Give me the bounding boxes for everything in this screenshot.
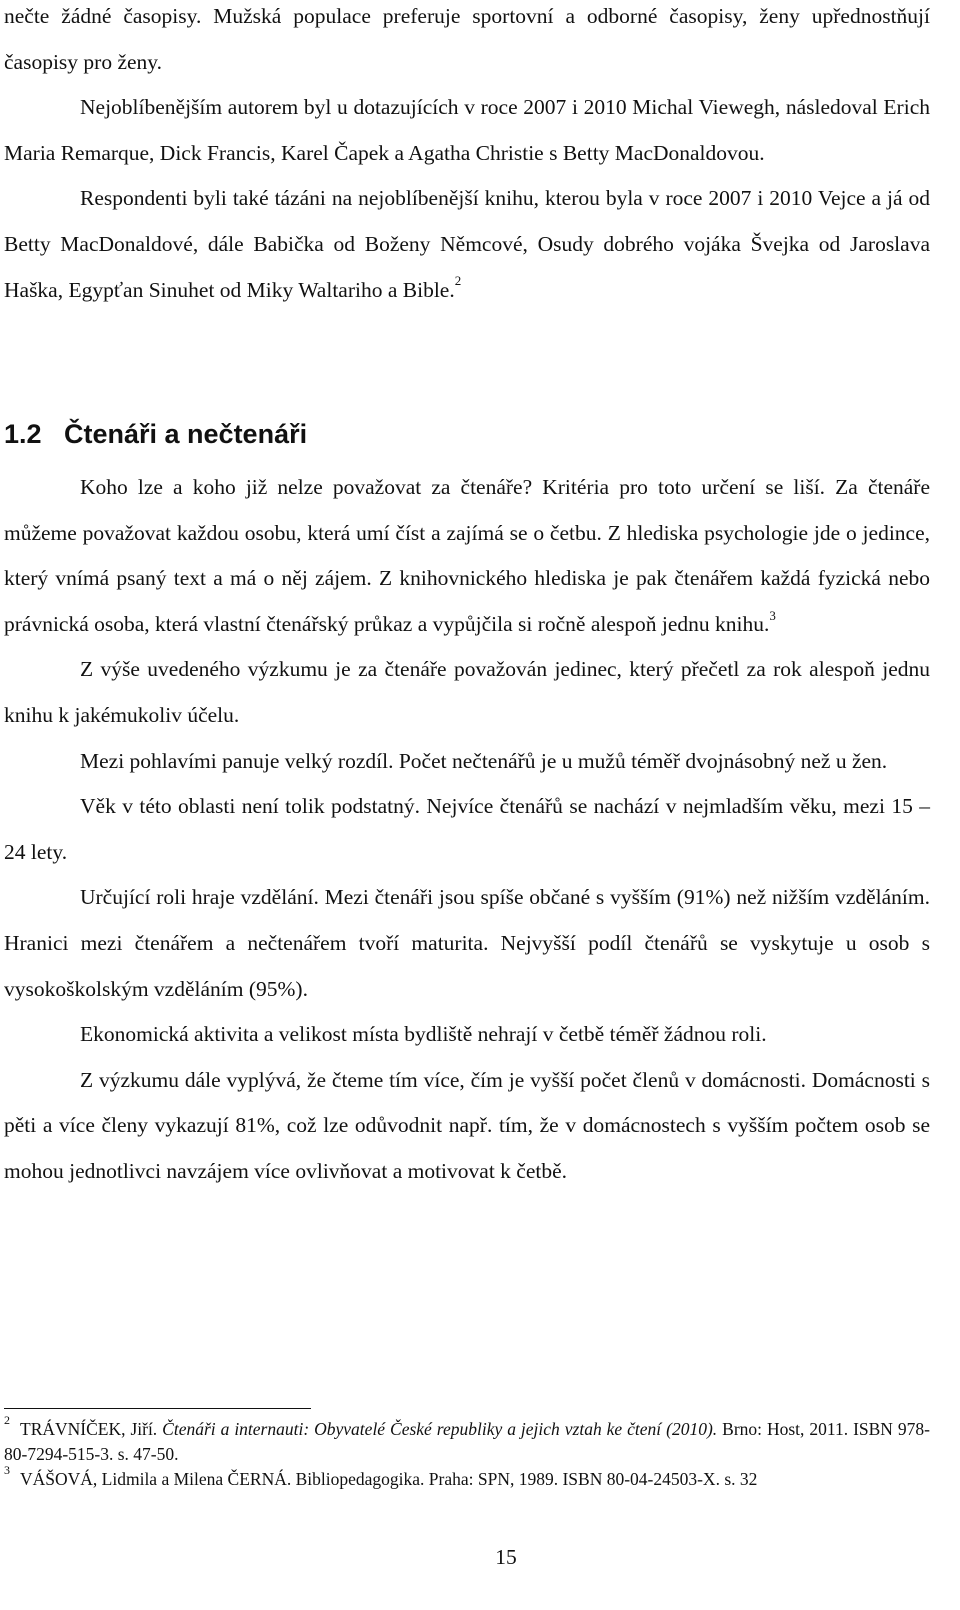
paragraph: Věk v této oblasti není tolik podstatný. Nejvíce čtenářů se nachází v nejmladším věku, mezi 15 – 24 lety. [4, 794, 930, 864]
footnotes [4, 1413, 930, 1491]
section-number: 1.2 [4, 419, 42, 449]
page-number: 15 [495, 1545, 517, 1569]
paragraph: Z výzkumu dále vyplývá, že čteme tím více, čím je vyšší počet členů v domácnosti. Domácnosti s pěti a více členy vykazují 81%, což lze odůvodnit např. tím, že v domácnostech s vyšším počtem osob se mohou jednotlivci navzájem více ovlivňovat a motivovat k četbě. [4, 1067, 930, 1183]
text-block-main [4, 465, 930, 1195]
footnote-ref: 2 [454, 273, 462, 289]
paragraph: nečte žádné časopisy. Mužská populace preferuje sportovní a odborné časopisy, ženy upřednostňují časopisy pro ženy. [4, 4, 930, 74]
section-heading [4, 414, 307, 454]
paragraph: Respondenti byli také tázáni na nejoblíbenější knihu, kterou byla v roce 2007 i 2010 Vejce a já od Betty MacDonaldové, dále Babička od Boženy Němcové, Osudy dobrého vojáka Švejka od Jaroslava Haška, Egypťan Sinuhet od Miky Waltariho a Bible.$^2$ [4, 186, 930, 302]
paragraph: Určující roli hraje vzdělání. Mezi čtenáři jsou spíše občané s vyšším (91%) než nižším vzděláním. Hranici mezi čtenářem a nečtenářem tvoří maturita. Nejvyšší podíl čtenářů se vyskytuje u osob s vysokoškolským vzděláním (95%). [4, 885, 930, 1001]
footnote-divider [4, 1408, 311, 1409]
footnote-ref: 3 [769, 607, 776, 623]
paragraph: Nejoblíbenějším autorem byl u dotazujících v roce 2007 i 2010 Michal Viewegh, následoval Erich Maria Remarque, Dick Francis, Karel Čapek a Agatha Christie s Betty MacDonaldovou. [4, 95, 930, 165]
paragraph: Koho lze a koho již nelze považovat za čtenáře? Kritéria pro toto určení se liší. Za čtenáře můžeme považovat každou osobu, která umí číst a zajímá se o četbu. Z hlediska psychologie jde o jedince, který vnímá psaný text a má o něj zájem. Z knihovnického hlediska je pak čtenářem každá fyzická nebo právnická osoba, která vlastní čtenářský průkaz a vypůjčila si ročně alespoň jednu knihu.$^3$ [4, 475, 930, 636]
footnote: $^2$ TRÁVNÍČEK, Jiří. Čtenáři a internauti: Obyvatelé České republiky a jejich vztah ke čtení (2010). Brno: Host, 2011. ISBN 978-80-7294-515-3. s. 47-50. [4, 1413, 930, 1464]
paragraph: Ekonomická aktivita a velikost místa bydliště nehrají v četbě téměř žádnou roli. [80, 1022, 767, 1047]
paragraph: Z výše uvedeného výzkumu je za čtenáře považován jedinec, který přečetl za rok alespoň jednu knihu k jakémukoliv účelu. [4, 657, 930, 727]
paragraph: Mezi pohlavími panuje velký rozdíl. Počet nečtenářů je u mužů téměř dvojnásobný než u žen. [80, 748, 888, 773]
text-block-top [4, 0, 930, 313]
footnote-title: Čtenáři a internauti: Obyvatelé České republiky a jejich vztah ke čtení (2010). [162, 1419, 718, 1439]
footnote: $^3$ VÁŠOVÁ, Lidmila a Milena ČERNÁ. Bibliopedagogika. Praha: SPN, 1989. ISBN 80-04-24503-X. s. 32 [4, 1462, 758, 1489]
section-title: Čtenáři a nečtenáři [64, 419, 308, 449]
